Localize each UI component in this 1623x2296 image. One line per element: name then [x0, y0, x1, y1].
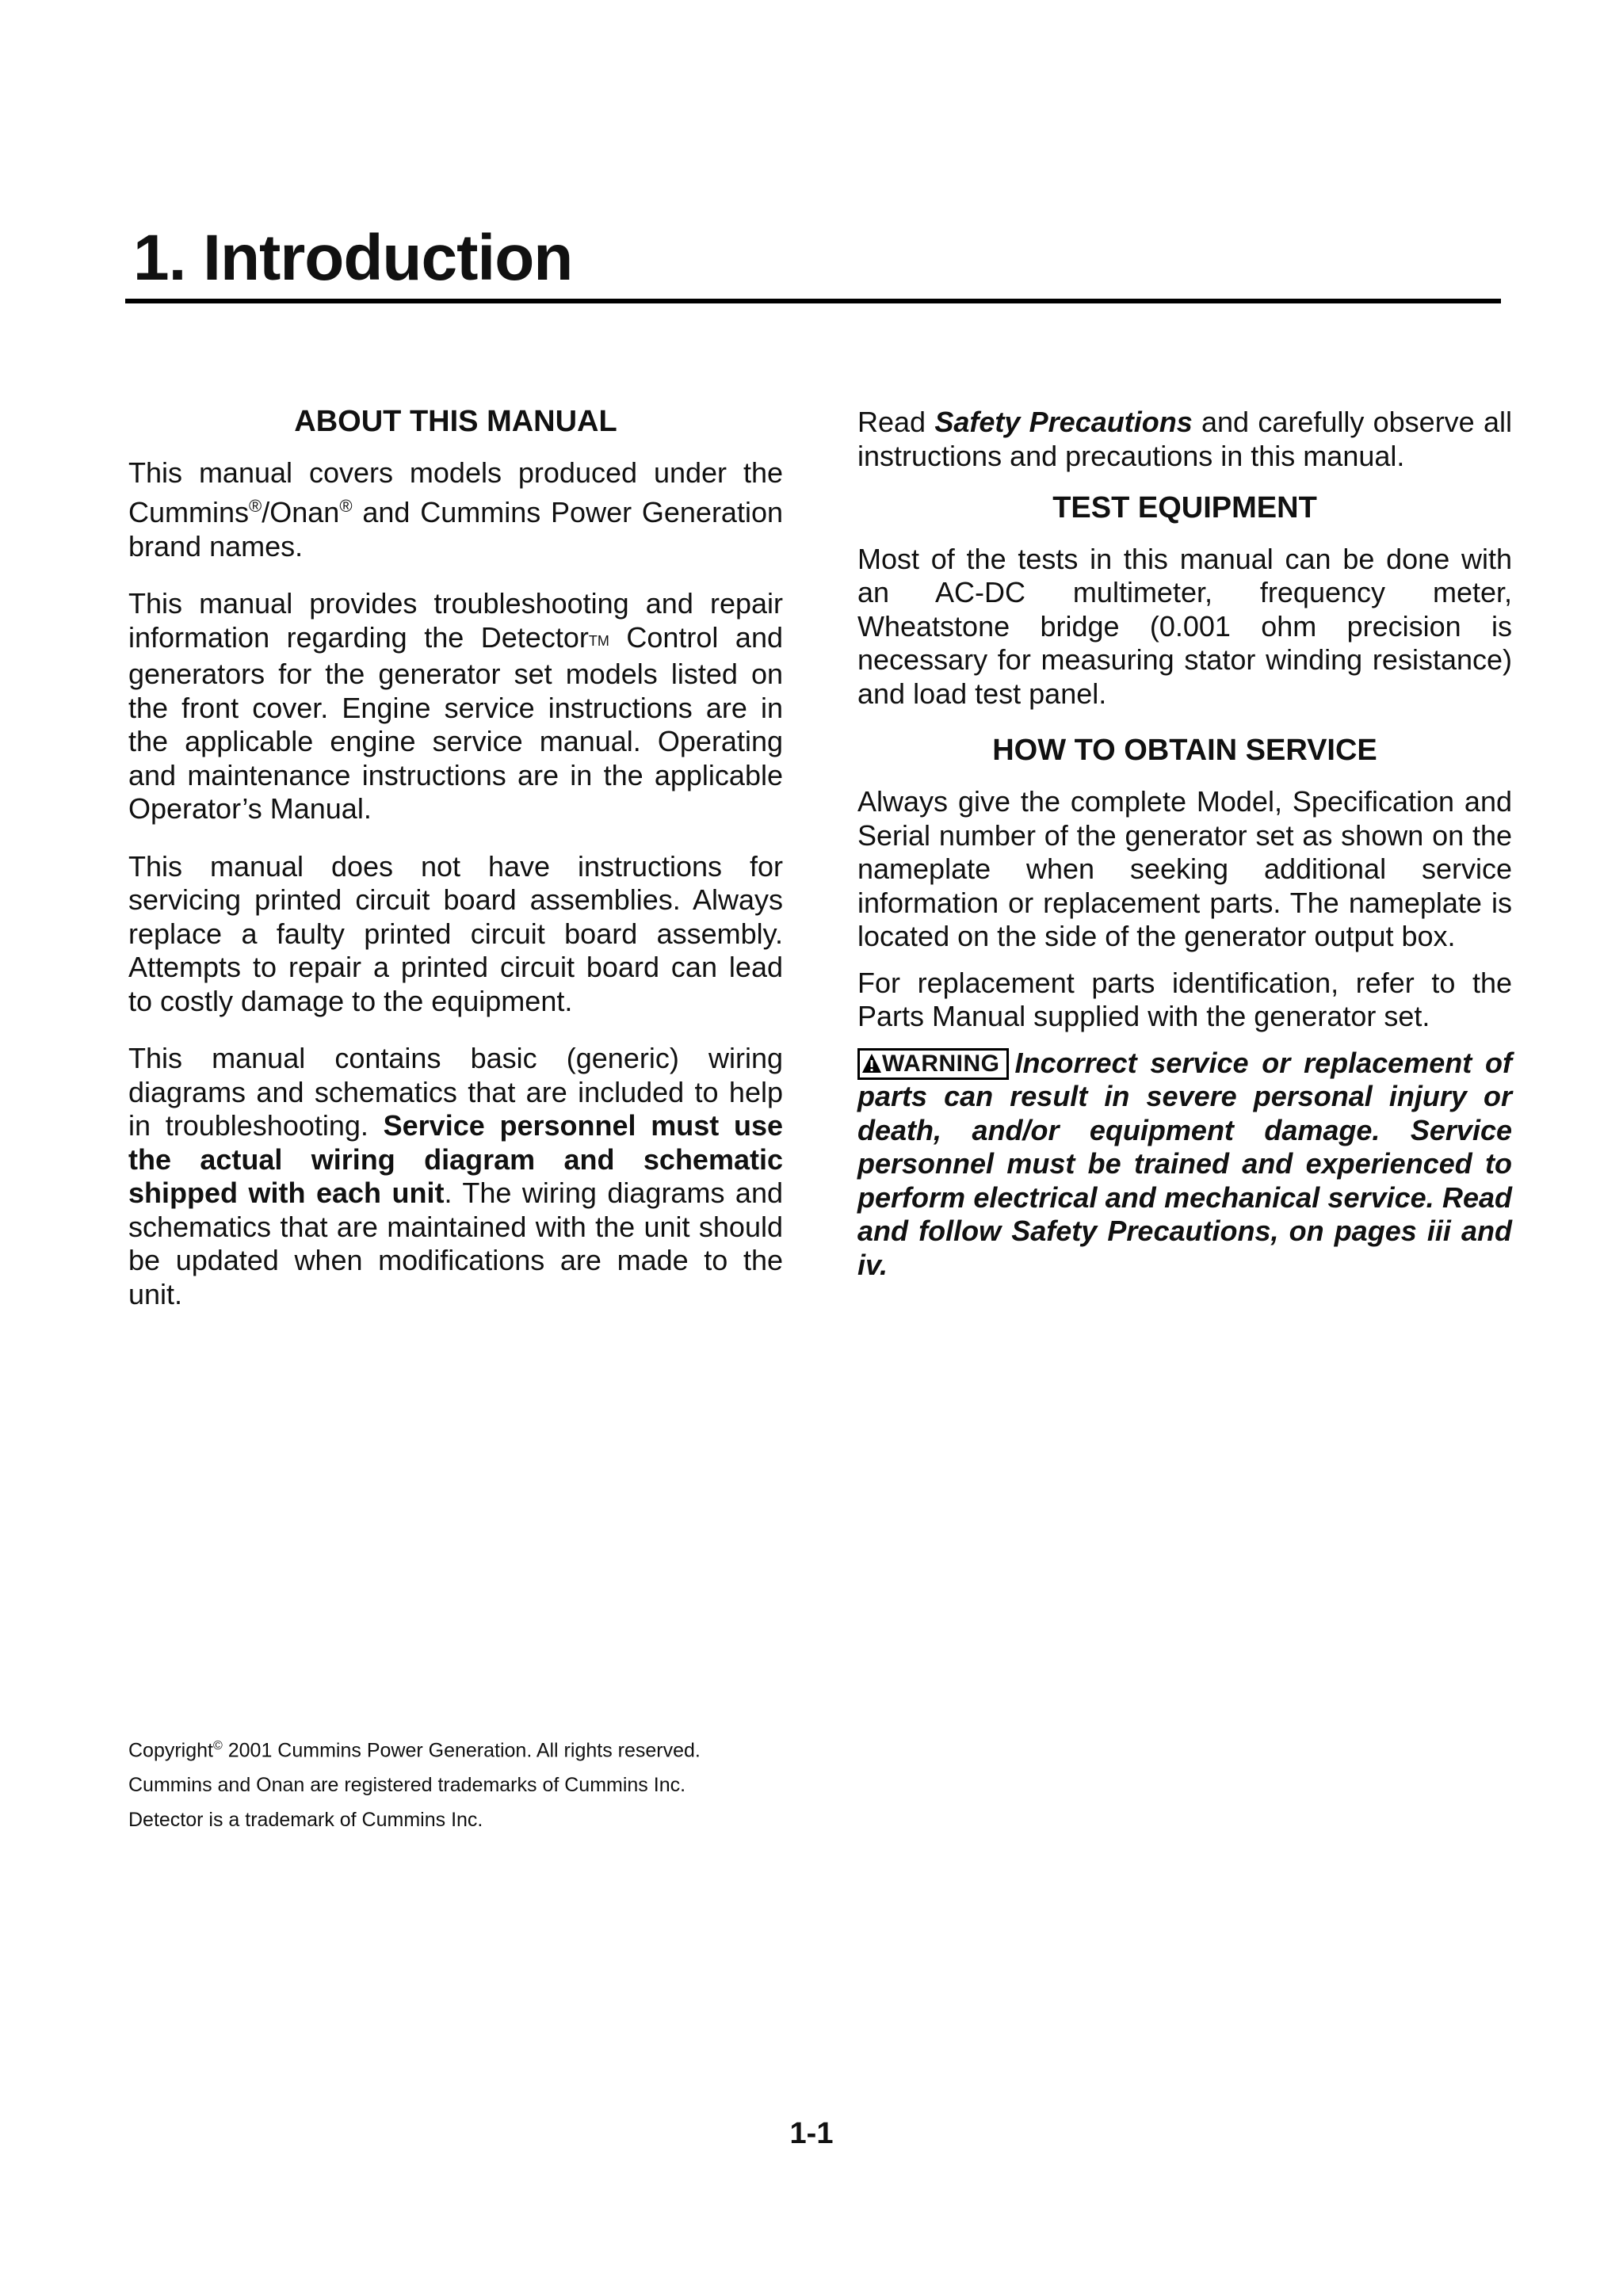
safety-note: Read Safety Precautions and carefully observe all instructions and precautions in this manual. — [857, 406, 1512, 472]
obtain-service-paragraph-1: Always give the complete Model, Specification and Serial number of the generator set as shown on the nameplate when seeking additional service information or replacement parts. The nameplate is located on the side of the generator output box. — [857, 785, 1512, 953]
trademark-line-2: Detector is a trademark of Cummins Inc. — [128, 1809, 483, 1832]
about-manual-paragraph-2: This manual provides troubleshooting and repair information regarding the DetectorTM Control and generators for the generator set models listed on the front cover. Engine service instructions are in the applicable engine service manual. Operating and maintenance instructions are in the applicable Operator’s Manual. — [128, 587, 783, 826]
right-column — [857, 406, 1512, 1295]
registered-mark: ® — [339, 496, 353, 517]
page-number: 1-1 — [789, 2117, 834, 2150]
warning-block — [857, 1047, 1512, 1283]
safety-precautions-reference: Safety Precautions — [934, 406, 1193, 438]
copyright-line: Copyright© 2001 Cummins Power Generation. All rights reserved. — [128, 1739, 701, 1762]
about-manual-heading: ABOUT THIS MANUAL — [294, 405, 617, 438]
trademark-line-1: Cummins and Onan are registered trademarks of Cummins Inc. — [128, 1774, 686, 1797]
obtain-service-paragraph-2: For replacement parts identification, refer to the Parts Manual supplied with the generator set. — [857, 966, 1512, 1033]
title-divider — [125, 299, 1501, 303]
about-manual-paragraph-3: This manual does not have instructions for servicing printed circuit board assemblies. Always replace a faulty printed circuit board assembly. Attempts to repair a printed circuit board can lead to costly damage to the equipment. — [128, 849, 783, 1017]
trademark-mark: TM — [588, 632, 609, 649]
left-column — [128, 406, 783, 1335]
about-manual-paragraph-1: This manual covers models produced under the Cummins®/Onan® and Cummins Power Generation brand names. — [128, 456, 783, 563]
about-manual-paragraph-4: This manual contains basic (generic) wiring diagrams and schematics that are included to help in troubleshooting. Service personnel must use the actual wiring diagram and schematic shipped with each unit. The wiring diagrams and schematics that are maintained with the unit should be updated when modifications are made to the unit. — [128, 1042, 783, 1310]
obtain-service-heading: HOW TO OBTAIN SERVICE — [992, 734, 1377, 768]
registered-mark: ® — [249, 496, 262, 517]
warning-text: Incorrect service or replacement of parts can result in severe personal injury or death, and/or equipment damage. Service personnel must be trained and experienced to perform electrical and mechanical service. Read and follow Safety Precautions, on pages iii and iv. — [857, 1046, 1512, 1281]
copyright-footer — [128, 1729, 701, 1837]
warning-badge: WARNING — [857, 1048, 1009, 1080]
test-equipment-heading: TEST EQUIPMENT — [1052, 491, 1317, 524]
test-equipment-text: Most of the tests in this manual can be done with an AC-DC multimeter, frequency meter, Wheatstone bridge (0.001 ohm precision is necessary for measuring stator winding resistance) and load test panel. — [857, 542, 1512, 710]
wiring-diagram-notice: Service personnel must use the actual wiring diagram and schematic shipped with each unit — [128, 1109, 783, 1210]
warning-triangle-icon — [861, 1053, 882, 1074]
chapter-title: 1. Introduction — [133, 222, 573, 294]
